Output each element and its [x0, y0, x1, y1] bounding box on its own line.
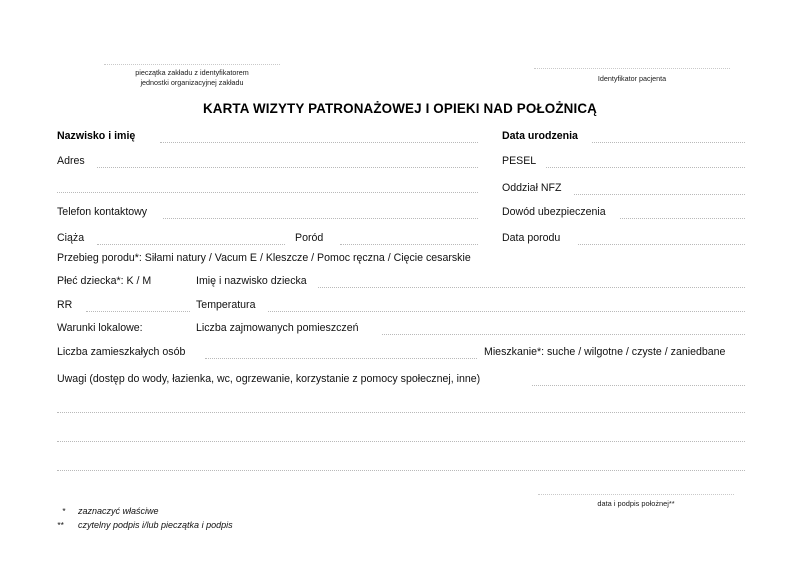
label-temperatura: Temperatura [196, 299, 256, 311]
label-uwagi: Uwagi (dostęp do wody, łazienka, wc, ogrzewanie, korzystanie z pomocy społecznej, inne) [57, 373, 481, 385]
label-adres: Adres [57, 155, 85, 167]
institution-stamp-caption-line-1: pieczątka zakładu z identyfikatorem [135, 68, 249, 77]
patient-identifier-rule [534, 68, 730, 69]
label-oddzial-nfz: Oddział NFZ [502, 182, 562, 194]
field-line-nazwisko-i-imie[interactable] [160, 142, 478, 143]
label-ciaza: Ciąża [57, 232, 85, 244]
field-line-uwagi-1[interactable] [532, 385, 745, 386]
label-warunki-lokalowe: Warunki lokalowe: [57, 322, 143, 334]
field-line-uwagi-2[interactable] [57, 412, 745, 413]
field-line-liczba-zamieszkalych-osob[interactable] [205, 358, 477, 359]
signature-rule [538, 494, 734, 495]
institution-stamp-caption [104, 68, 280, 87]
label-plec-dziecka[interactable]: Płeć dziecka*: K / M [57, 275, 152, 287]
label-telefon-kontaktowy: Telefon kontaktowy [57, 206, 148, 218]
field-line-rr[interactable] [86, 311, 190, 312]
field-line-telefon-kontaktowy[interactable] [163, 218, 478, 219]
footnote-mark-double: ** [57, 520, 64, 530]
field-line-adres-1[interactable] [97, 167, 478, 168]
field-line-data-porodu[interactable] [578, 244, 745, 245]
label-rr: RR [57, 299, 73, 311]
label-porod: Poród [295, 232, 324, 244]
label-liczba-zamieszkalych-osob: Liczba zamieszkałych osób [57, 346, 186, 358]
field-line-dowod-ubezpieczenia[interactable] [620, 218, 745, 219]
institution-stamp-caption-line-2: jednostki organizacyjnej zakładu [140, 77, 244, 87]
label-imie-i-nazwisko-dziecka: Imię i nazwisko dziecka [196, 275, 307, 287]
field-line-pesel[interactable] [546, 167, 745, 168]
label-data-porodu: Data porodu [502, 232, 561, 244]
institution-stamp-rule [104, 64, 280, 65]
field-line-oddzial-nfz[interactable] [574, 194, 745, 195]
footnote-text-single: zaznaczyć właściwe [78, 506, 159, 516]
patient-identifier-caption: Identyfikator pacjenta [597, 74, 667, 83]
field-line-imie-i-nazwisko-dziecka[interactable] [318, 287, 745, 288]
field-line-adres-2[interactable] [57, 192, 478, 193]
label-data-urodzenia: Data urodzenia [502, 130, 578, 142]
footnote-mark-single: * [62, 506, 66, 516]
label-pesel: PESEL [502, 155, 537, 167]
field-line-uwagi-4[interactable] [57, 470, 745, 471]
label-mieszkanie[interactable]: Mieszkanie*: suche / wilgotne / czyste / zaniedbane [484, 346, 726, 358]
label-przebieg-porodu: Przebieg porodu*: Siłami natury / Vacum E / Kleszcze / Pomoc ręczna / Cięcie cesarskie [57, 252, 471, 264]
field-line-uwagi-3[interactable] [57, 441, 745, 442]
field-line-temperatura[interactable] [268, 311, 745, 312]
page-title: KARTA WIZYTY PATRONAŻOWEJ I OPIEKI NAD POŁOŻNICĄ [202, 101, 598, 116]
field-line-porod[interactable] [340, 244, 478, 245]
label-dowod-ubezpieczenia: Dowód ubezpieczenia [502, 206, 606, 218]
label-nazwisko-i-imie: Nazwisko i imię [57, 130, 136, 142]
field-line-data-urodzenia[interactable] [592, 142, 745, 143]
label-liczba-zajmowanych-pomieszczen: Liczba zajmowanych pomieszczeń [196, 322, 359, 334]
field-line-ciaza[interactable] [97, 244, 285, 245]
signature-caption: data i podpis położnej** [597, 499, 675, 508]
field-line-liczba-zajmowanych-pomieszczen[interactable] [382, 334, 745, 335]
footnote-text-double: czytelny podpis i/lub pieczątka i podpis [78, 520, 233, 530]
